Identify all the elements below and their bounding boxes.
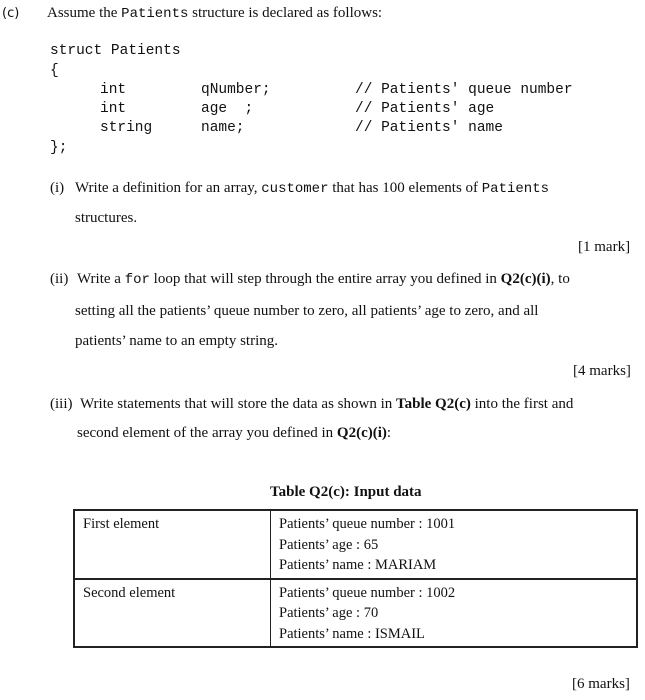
part-iii-marks: [6 marks] — [572, 676, 630, 692]
table-caption: Table Q2(c): Input data — [270, 484, 422, 500]
part-iii-line2 — [77, 425, 391, 442]
part-i-marks: [1 mark] — [578, 239, 631, 255]
part-i-line1 — [75, 180, 549, 197]
row-label: First element — [74, 510, 271, 579]
part-iii-line1 — [80, 396, 573, 413]
question-ref: Q2(c)(i) — [500, 271, 551, 287]
text: Write a definition for an array, — [75, 180, 258, 196]
part-i-line2: structures. — [75, 210, 138, 226]
question-label: (c) — [2, 6, 20, 21]
table-row — [74, 510, 637, 579]
text: that has 100 elements of — [332, 180, 479, 196]
input-data-table — [73, 509, 638, 648]
code-term: customer — [261, 181, 329, 197]
code-field-comment: // Patients' name — [355, 120, 503, 136]
row-values — [271, 579, 638, 648]
value-line: Patients’ age : 65 — [279, 536, 379, 553]
code-field-name: qNumber; — [201, 82, 271, 98]
value-line: Patients’ age : 70 — [279, 605, 379, 621]
code-field-comment: // Patients' age — [355, 101, 495, 117]
code-open-brace: { — [50, 63, 59, 79]
part-ii-line3: patients’ name to an empty string. — [75, 333, 279, 349]
intro-code: Patients — [121, 6, 189, 22]
intro-text-end: structure is declared as follows: — [192, 5, 383, 21]
part-ii-line1 — [77, 271, 570, 288]
code-field-type: string — [100, 120, 153, 136]
text: Write statements that will store the data as shown in — [80, 396, 393, 412]
text: , to — [550, 271, 570, 287]
text: into the first and — [474, 396, 574, 412]
question-ref: Q2(c)(i) — [336, 425, 387, 441]
part-ii-line2: setting all the patients’ queue number to zero, all patients’ age to zero, and all — [75, 303, 539, 319]
text: loop that will step through the entire array you defined in — [153, 271, 497, 287]
code-field-type: int — [100, 82, 127, 98]
text: second element of the array you defined in — [77, 425, 334, 441]
code-field-comment: // Patients' queue number — [355, 82, 573, 98]
value-line: Patients’ name : MARIAM — [279, 557, 437, 573]
question-intro — [47, 5, 382, 22]
row-label: Second element — [74, 579, 271, 648]
code-field-type: int — [100, 101, 127, 117]
part-ii-number: (ii) — [50, 271, 69, 287]
code-term: for — [124, 272, 150, 288]
code-term: Patients — [481, 181, 549, 197]
part-ii-marks: [4 marks] — [573, 363, 631, 379]
table-ref: Table Q2(c) — [396, 396, 471, 412]
code-struct-header: struct Patients — [50, 43, 181, 59]
value-line: Patients’ name : ISMAIL — [279, 625, 425, 642]
code-field-name: name; — [201, 120, 245, 136]
part-iii-number: (iii) — [50, 396, 73, 412]
text: Write a — [77, 271, 121, 287]
code-close: }; — [50, 140, 68, 156]
value-line: Patients’ queue number : 1001 — [279, 516, 456, 532]
table-row — [74, 579, 637, 648]
part-i-number: (i) — [50, 180, 65, 196]
code-field-name: age ; — [201, 101, 254, 117]
text: : — [386, 425, 392, 441]
intro-text: Assume the — [47, 5, 118, 21]
value-line: Patients’ queue number : 1002 — [279, 584, 456, 601]
row-values — [271, 510, 638, 579]
